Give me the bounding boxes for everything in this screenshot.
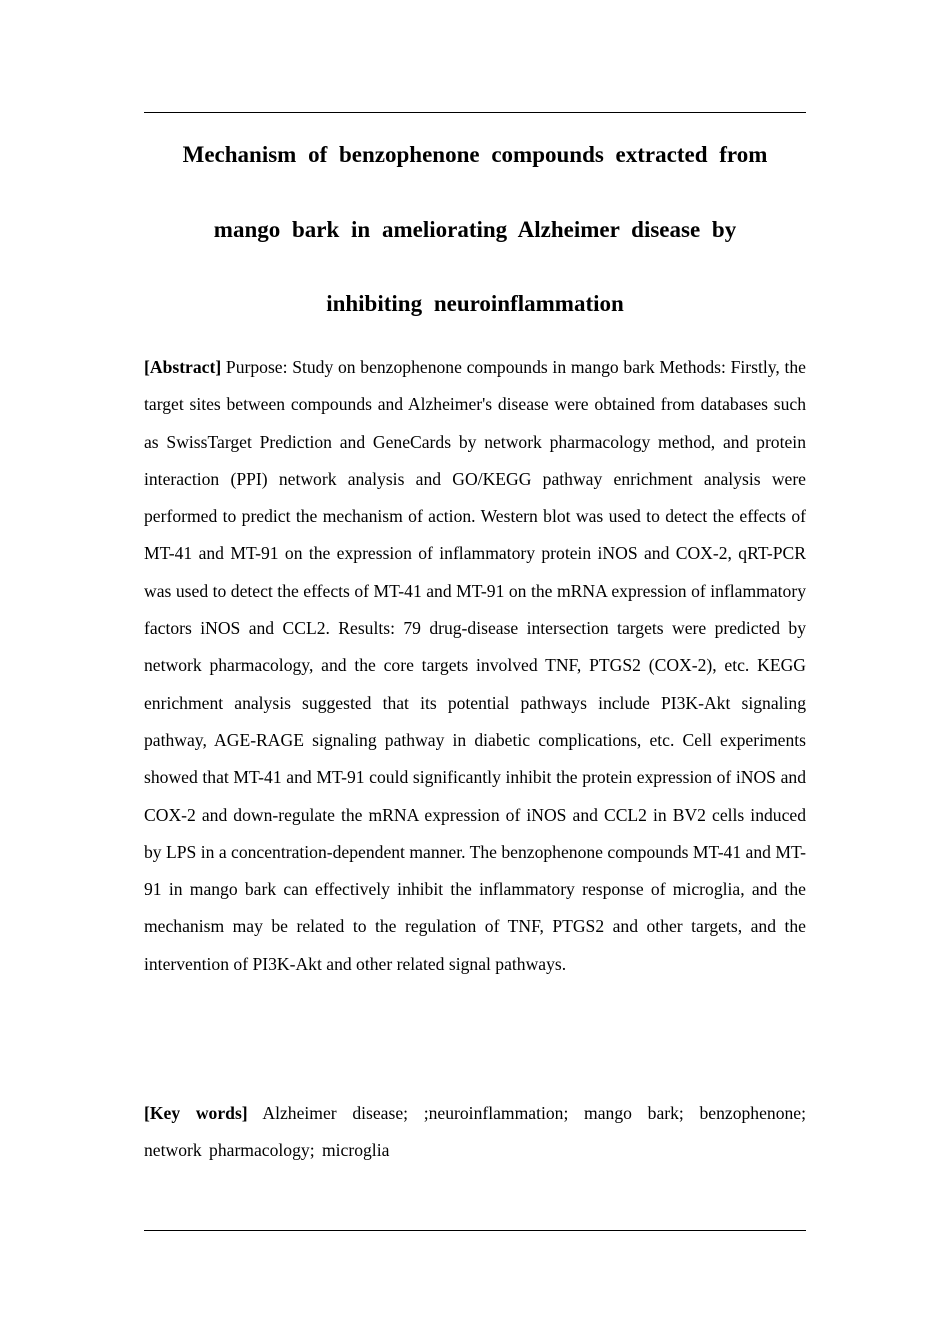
keywords-paragraph [144,1095,806,1170]
paper-page [144,0,806,1344]
keywords-text: Alzheimer disease; ;neuroinflammation; mango bark; benzophenone; network pharmacology; microglia [144,1103,806,1161]
keywords-label: [Key words] [144,1103,248,1123]
bottom-rule [144,1230,806,1231]
abstract-text: Purpose: Study on benzophenone compounds in mango bark Methods: Firstly, the target sites between compounds and Alzheimer's disease were obtained from databases such as SwissTarget Prediction and GeneCards by network pharmacology method, and protein interaction (PPI) network analysis and GO/KEGG pathway enrichment analysis were performed to predict the mechanism of action. Western blot was used to detect the effects of MT-41 and MT-91 on the expression of inflammatory protein iNOS and COX-2, qRT-PCR was used to detect the effects of MT-41 and MT-91 on the mRNA expression of inflammatory factors iNOS and CCL2. Results: 79 drug-disease intersection targets were predicted by network pharmacology, and the core targets involved TNF, PTGS2 (COX-2), etc. KEGG enrichment analysis suggested that its potential pathways include PI3K-Akt signaling pathway, AGE-RAGE signaling pathway in diabetic complications, etc. Cell experiments showed that MT-41 and MT-91 could significantly inhibit the protein expression of iNOS and COX-2 and down-regulate the mRNA expression of iNOS and CCL2 in BV2 cells induced by LPS in a concentration-dependent manner. The benzophenone compounds MT-41 and MT-91 in mango bark can effectively inhibit the inflammatory response of microglia, and the mechanism may be related to the regulation of TNF, PTGS2 and other targets, and the intervention of PI3K-Akt and other related signal pathways. [144,357,806,974]
top-rule [144,112,806,113]
paper-title [144,118,806,342]
abstract-paragraph [144,349,806,983]
title-line-2: mango bark in ameliorating Alzheimer disease by [213,216,737,242]
abstract-label: [Abstract] [144,357,222,377]
title-line-1: Mechanism of benzophenone compounds extracted from [182,142,768,167]
title-line-3: inhibiting neuroinflammation [326,291,624,316]
